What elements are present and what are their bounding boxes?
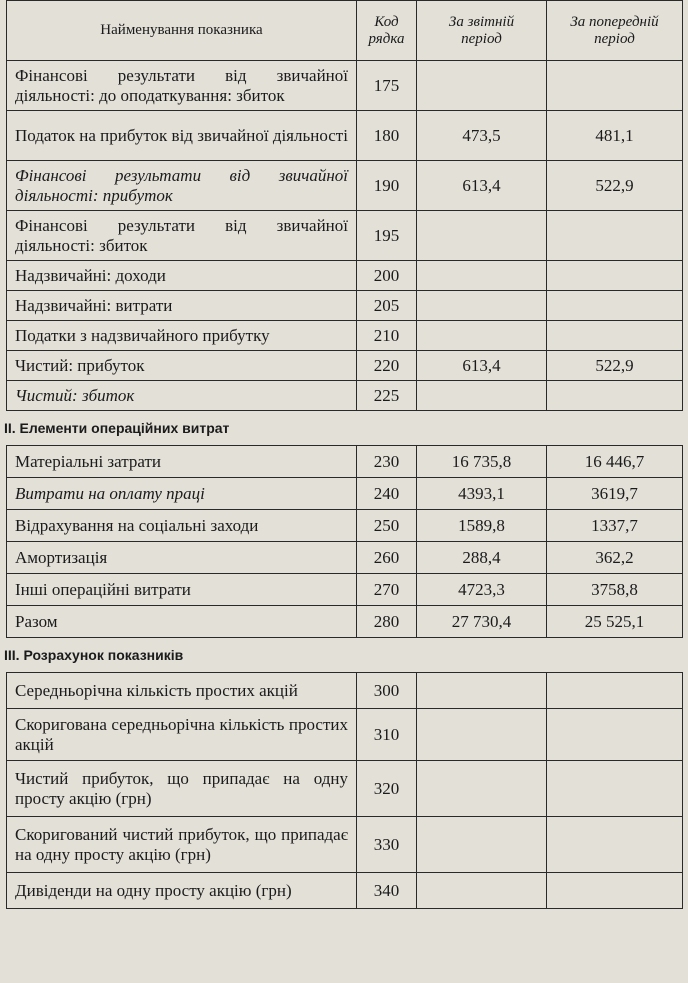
row-previous-value (547, 261, 683, 291)
row-reporting-value (417, 61, 547, 111)
row-reporting-value (417, 291, 547, 321)
table-row (7, 321, 683, 351)
table-row (7, 351, 683, 381)
row-reporting-value (417, 321, 547, 351)
row-previous-value (547, 761, 683, 817)
row-name: Разом (7, 606, 357, 638)
row-name: Амортизація (7, 542, 357, 574)
row-reporting-value (417, 211, 547, 261)
table-row (7, 606, 683, 638)
header-previous-period (547, 1, 683, 61)
table-row (7, 61, 683, 111)
operating-expenses-table (6, 445, 683, 638)
row-previous-value (547, 673, 683, 709)
row-reporting-value: 27 730,4 (417, 606, 547, 638)
row-code: 225 (357, 381, 417, 411)
table-row (7, 261, 683, 291)
row-reporting-value: 288,4 (417, 542, 547, 574)
row-reporting-value (417, 873, 547, 909)
row-code: 340 (357, 873, 417, 909)
table-row (7, 574, 683, 606)
row-name (7, 709, 357, 761)
row-previous-value: 25 525,1 (547, 606, 683, 638)
table-row (7, 542, 683, 574)
row-code: 300 (357, 673, 417, 709)
table-row (7, 446, 683, 478)
row-name: Фінансові результати від звичайної діяльності: до оподаткування: збиток (7, 61, 357, 111)
table-row (7, 291, 683, 321)
row-previous-value: 481,1 (547, 111, 683, 161)
indicators-table (6, 672, 683, 909)
row-code: 330 (357, 817, 417, 873)
row-name-text: Скоригована середньорічна кількість простих акцій (15, 714, 348, 754)
row-code: 310 (357, 709, 417, 761)
row-name: Середньорічна кількість простих акцій (7, 673, 357, 709)
row-code: 230 (357, 446, 417, 478)
section-title-operating-expenses: II. Елементи операційних витрат (4, 420, 230, 436)
row-code: 180 (357, 111, 417, 161)
row-previous-value (547, 61, 683, 111)
row-reporting-value: 4723,3 (417, 574, 547, 606)
row-name: Витрати на оплату праці (7, 478, 357, 510)
row-code: 190 (357, 161, 417, 211)
row-code: 250 (357, 510, 417, 542)
table-row (7, 381, 683, 411)
row-name: Чистий прибуток, що припадає на одну просту акцію (грн) (7, 761, 357, 817)
row-reporting-value (417, 709, 547, 761)
header-reporting-line2: період (461, 30, 502, 47)
row-name: Чистий: збиток (7, 381, 357, 411)
table-row (7, 510, 683, 542)
header-name: Найменування показника (7, 1, 357, 61)
row-reporting-value: 473,5 (417, 111, 547, 161)
row-reporting-value: 613,4 (417, 161, 547, 211)
header-reporting-line1: За звітній (448, 13, 515, 30)
row-previous-value (547, 211, 683, 261)
row-previous-value: 3619,7 (547, 478, 683, 510)
table-row (7, 873, 683, 909)
row-code: 200 (357, 261, 417, 291)
row-previous-value: 362,2 (547, 542, 683, 574)
row-previous-value (547, 321, 683, 351)
header-code (357, 1, 417, 61)
row-reporting-value (417, 261, 547, 291)
row-name: Матеріальні затрати (7, 446, 357, 478)
row-code: 210 (357, 321, 417, 351)
header-previous-line2: період (594, 30, 635, 47)
row-previous-value (547, 709, 683, 761)
table-row (7, 161, 683, 211)
table-row (7, 673, 683, 709)
row-code: 270 (357, 574, 417, 606)
financial-report-table (6, 0, 683, 411)
row-reporting-value: 16 735,8 (417, 446, 547, 478)
row-code: 195 (357, 211, 417, 261)
table-row (7, 478, 683, 510)
row-reporting-value (417, 761, 547, 817)
row-name: Фінансові результати від звичайної діяльності: збиток (7, 211, 357, 261)
row-reporting-value (417, 673, 547, 709)
row-name: Дивіденди на одну просту акцію (грн) (7, 873, 357, 909)
row-previous-value: 522,9 (547, 351, 683, 381)
row-code: 320 (357, 761, 417, 817)
row-reporting-value (417, 381, 547, 411)
row-name: Інші операційні витрати (7, 574, 357, 606)
row-previous-value: 1337,7 (547, 510, 683, 542)
table-row (7, 709, 683, 761)
row-code: 260 (357, 542, 417, 574)
row-name: Скоригований чистий прибуток, що припадає на одну просту акцію (грн) (7, 817, 357, 873)
header-reporting-period (417, 1, 547, 61)
row-previous-value: 3758,8 (547, 574, 683, 606)
row-previous-value (547, 291, 683, 321)
table-header-row (7, 1, 683, 61)
row-name: Надзвичайні: доходи (7, 261, 357, 291)
row-code: 175 (357, 61, 417, 111)
row-code: 220 (357, 351, 417, 381)
section-title-indicators: III. Розрахунок показників (4, 647, 184, 663)
row-previous-value: 16 446,7 (547, 446, 683, 478)
row-reporting-value: 1589,8 (417, 510, 547, 542)
row-name: Надзвичайні: витрати (7, 291, 357, 321)
header-previous-line1: За попередній (570, 13, 659, 30)
header-code-line1: Код (374, 13, 399, 30)
row-previous-value (547, 873, 683, 909)
row-name: Фінансові результати від звичайної діяльності: прибуток (7, 161, 357, 211)
table-row (7, 211, 683, 261)
row-previous-value (547, 817, 683, 873)
table-row (7, 761, 683, 817)
table-row (7, 817, 683, 873)
row-name: Податок на прибуток від звичайної діяльності (7, 111, 357, 161)
row-reporting-value (417, 817, 547, 873)
row-name: Чистий: прибуток (7, 351, 357, 381)
row-name: Податки з надзвичайного прибутку (7, 321, 357, 351)
row-reporting-value: 4393,1 (417, 478, 547, 510)
row-code: 240 (357, 478, 417, 510)
row-previous-value (547, 381, 683, 411)
row-previous-value: 522,9 (547, 161, 683, 211)
header-code-line2: рядка (368, 30, 405, 47)
row-reporting-value: 613,4 (417, 351, 547, 381)
table-row (7, 111, 683, 161)
row-code: 280 (357, 606, 417, 638)
row-name: Відрахування на соціальні заходи (7, 510, 357, 542)
row-code: 205 (357, 291, 417, 321)
